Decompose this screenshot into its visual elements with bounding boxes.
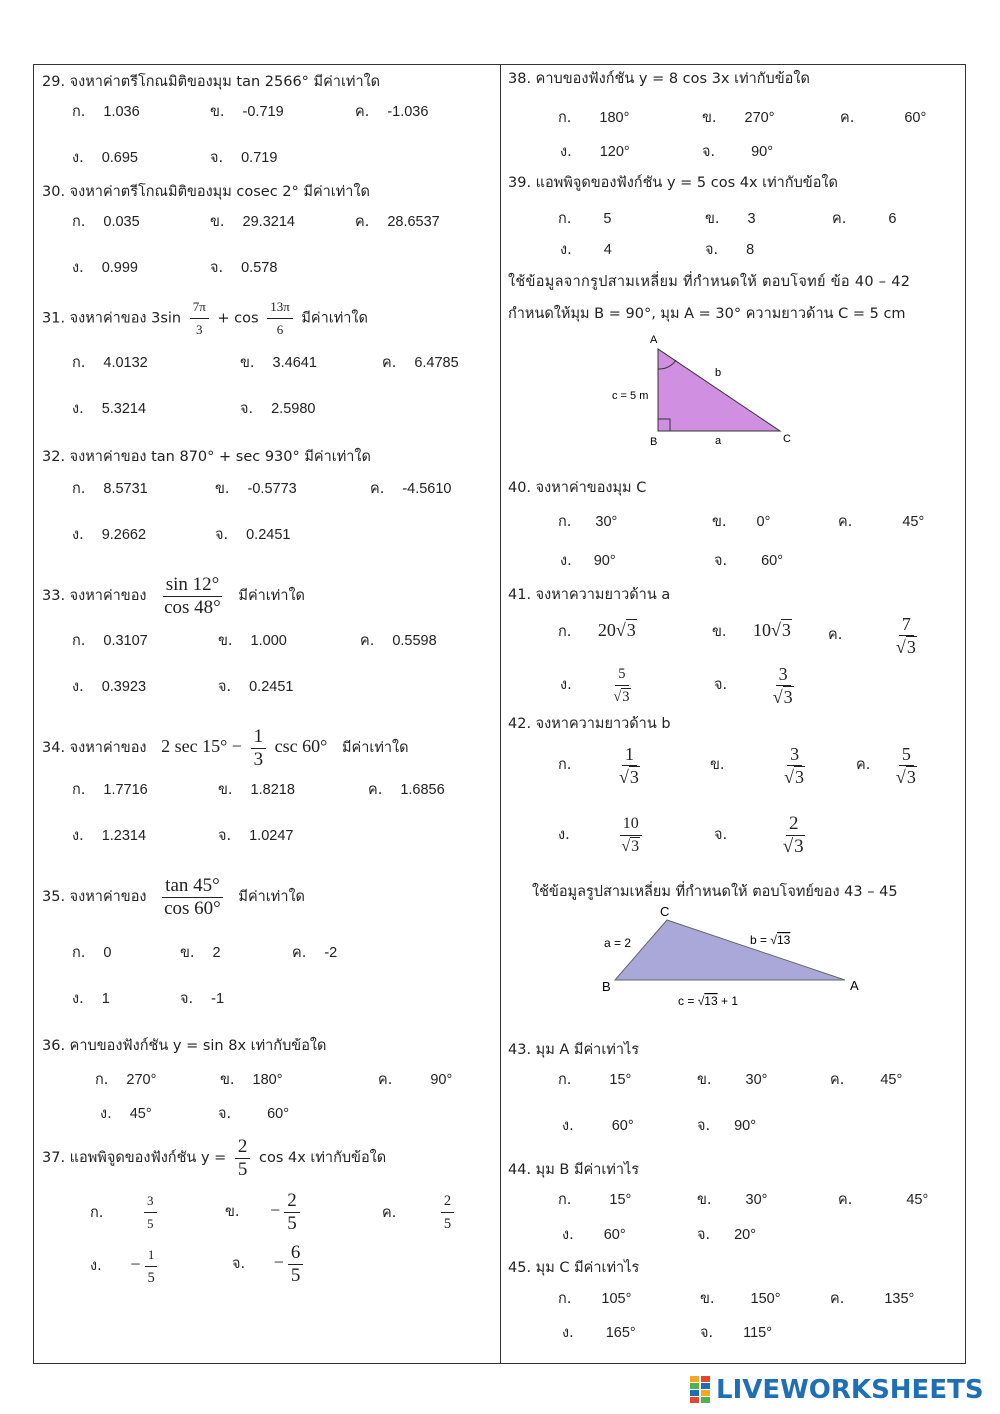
q33-fraction: $\frac{\sin 12^\circ}{\cos 48^\circ}$	[164, 573, 221, 618]
q30-option-c[interactable]: ค. 28.6537	[355, 214, 440, 230]
triangle-2-shape	[615, 920, 845, 980]
q33-option-c[interactable]: ค. 0.5598	[360, 633, 437, 649]
triangle-diagram-1	[600, 330, 810, 452]
q43-option-e[interactable]: จ. 90°	[697, 1118, 757, 1134]
info-40-42-line1: ใช้ข้อมูลจากรูปสามเหลี่ยม ที่กำหนดให้ ตอบโจทย์ ข้อ 40 – 42	[508, 274, 911, 290]
q43-option-a[interactable]: ก. 15°	[558, 1072, 632, 1088]
q34-option-d[interactable]: ง. 1.2314	[72, 828, 147, 844]
q33-option-e[interactable]: จ. 0.2451	[218, 679, 294, 695]
column-divider	[500, 64, 501, 1364]
q35-option-d[interactable]: ง. 1	[72, 991, 110, 1007]
q36-option-e[interactable]: จ. 60°	[218, 1106, 290, 1122]
q42-option-c[interactable]: ค. $\frac{5}{√3}$	[856, 743, 916, 787]
question-33: 33. จงหาค่าของ $\frac{\sin 12^\circ}{\cos 48^\circ}$ มีค่าเท่าใด	[42, 573, 305, 618]
q32-option-b[interactable]: ข. -0.5773	[215, 481, 297, 497]
info-40-42-line2: กำหนดให้มุม B = 90°, มุม A = 30° ความยาวด้าน C = 5 cm	[508, 306, 906, 322]
triangle-2-label-b: b = √13	[750, 933, 791, 947]
triangle-2-label-B: B	[602, 979, 611, 994]
q35-option-e[interactable]: จ. -1	[180, 991, 225, 1007]
q34-option-b[interactable]: ข. 1.8218	[218, 782, 295, 798]
q31-option-b[interactable]: ข. 3.4641	[240, 355, 317, 371]
q29-option-c[interactable]: ค. -1.036	[355, 104, 429, 120]
triangle-1-label-b: b	[715, 367, 722, 379]
q31-fraction-1: $\frac{7\pi}{3}$	[190, 296, 209, 341]
q42-option-e[interactable]: จ. $\frac{2}{√3}$	[714, 812, 804, 857]
q38-option-b[interactable]: ข. 270°	[702, 110, 775, 126]
q40-option-c[interactable]: ค. 45°	[838, 514, 925, 530]
q35-option-a[interactable]: ก. 0	[72, 945, 112, 961]
question-31: 31. จงหาค่าของ 3sin $\frac{7\pi}{3}$ + cos $\frac{13\pi}{6}$ มีค่าเท่าใด	[42, 296, 368, 341]
q31-option-c[interactable]: ค. 6.4785	[382, 355, 459, 371]
q38-option-a[interactable]: ก. 180°	[558, 110, 630, 126]
info-43-45: ใช้ข้อมูลรูปสามเหลี่ยม ที่กำหนดให้ ตอบโจทย์ของ 43 – 45	[532, 884, 898, 900]
question-42: 42. จงหาความยาวด้าน b	[508, 716, 671, 732]
q39-option-c[interactable]: ค. 6	[832, 211, 897, 227]
q33-option-b[interactable]: ข. 1.000	[218, 633, 287, 649]
q31-option-e[interactable]: จ. 2.5980	[240, 401, 316, 417]
q44-option-a[interactable]: ก. 15°	[558, 1192, 632, 1208]
triangle-1-label-a: a	[715, 435, 722, 447]
question-37: 37. แอพพิจูดของฟังก์ชัน y = $\frac{2}{5}$ cos 4x เท่ากับข้อใด	[42, 1135, 387, 1180]
q43-option-c[interactable]: ค. 45°	[830, 1072, 903, 1088]
q31-option-d[interactable]: ง. 5.3214	[72, 401, 147, 417]
question-38: 38. คาบของฟังก์ชัน y = 8 cos 3x เท่ากับข้อใด	[508, 71, 810, 87]
question-40: 40. จงหาค่าของมุม C	[508, 480, 647, 496]
question-32: 32. จงหาค่าของ tan 870° + sec 930° มีค่าเท่าใด	[42, 449, 371, 465]
q29-option-e[interactable]: จ. 0.719	[210, 150, 278, 166]
question-39: 39. แอพพิจูดของฟังก์ชัน y = 5 cos 4x เท่ากับข้อใด	[508, 175, 838, 191]
q34-fraction: $\frac{1}{3}$	[251, 726, 267, 771]
q33-option-d[interactable]: ง. 0.3923	[72, 679, 147, 695]
q44-option-b[interactable]: ข. 30°	[697, 1192, 768, 1208]
q38-option-d[interactable]: ง. 120°	[560, 144, 630, 160]
triangle-2-label-a: a = 2	[604, 936, 632, 950]
q37-fraction: $\frac{2}{5}$	[235, 1136, 251, 1181]
q35-option-c[interactable]: ค. -2	[292, 945, 338, 961]
liveworksheets-wordmark: LIVEWORKSHEETS	[716, 1375, 984, 1405]
q30-option-e[interactable]: จ. 0.578	[210, 260, 278, 276]
q40-option-a[interactable]: ก. 30°	[558, 514, 618, 530]
q37-option-e[interactable]: จ. − $\frac{6}{5}$	[232, 1238, 307, 1288]
liveworksheets-brand[interactable]	[690, 1373, 984, 1407]
q39-option-d[interactable]: ง. 4	[560, 242, 612, 258]
question-36: 36. คาบของฟังก์ชัน y = sin 8x เท่ากับข้อใด	[42, 1038, 327, 1054]
question-43: 43. มุม A มีค่าเท่าไร	[508, 1042, 640, 1058]
q45-option-e[interactable]: จ. 115°	[700, 1325, 773, 1341]
q39-option-e[interactable]: จ. 8	[705, 242, 755, 258]
q34-option-a[interactable]: ก. 1.7716	[72, 782, 148, 798]
q41-option-c[interactable]: ค. $\frac{7}{√3}$	[828, 613, 916, 657]
q31-option-a[interactable]: ก. 4.0132	[72, 355, 148, 371]
q37-option-b[interactable]: ข. − $\frac{2}{5}$	[225, 1186, 304, 1236]
q40-option-b[interactable]: ข. 0°	[712, 514, 771, 530]
q38-option-e[interactable]: จ. 90°	[702, 144, 774, 160]
q40-option-e[interactable]: จ. 60°	[714, 553, 784, 569]
q44-option-c[interactable]: ค. 45°	[838, 1192, 929, 1208]
q37-option-a[interactable]: ก. $\frac{3}{5}$	[90, 1190, 161, 1235]
q29-option-d[interactable]: ง. 0.695	[72, 150, 138, 166]
q35-option-b[interactable]: ข. 2	[180, 945, 221, 961]
question-45: 45. มุม C มีค่าเท่าไร	[508, 1260, 640, 1276]
q30-option-b[interactable]: ข. 29.3214	[210, 214, 295, 230]
q43-option-b[interactable]: ข. 30°	[697, 1072, 768, 1088]
q44-option-d[interactable]: ง. 60°	[562, 1227, 626, 1243]
triangle-2-label-C: C	[660, 904, 670, 919]
q36-option-c[interactable]: ค. 90°	[378, 1072, 453, 1088]
triangle-diagram-2	[590, 900, 880, 1015]
q45-option-b[interactable]: ข. 150°	[700, 1291, 781, 1307]
q32-option-c[interactable]: ค. -4.5610	[370, 481, 452, 497]
liveworksheets-logo-icon	[690, 1376, 710, 1404]
q30-option-a[interactable]: ก. 0.035	[72, 214, 140, 230]
q36-option-a[interactable]: ก. 270°	[95, 1072, 157, 1088]
triangle-1-label-A: A	[650, 334, 658, 346]
q45-option-a[interactable]: ก. 105°	[558, 1291, 632, 1307]
q41-option-a[interactable]: ก. 20√3	[558, 620, 636, 640]
triangle-2-label-A: A	[850, 978, 859, 993]
q31-fraction-2: $\frac{13\pi}{6}$	[267, 296, 293, 341]
q45-option-d[interactable]: ง. 165°	[562, 1325, 636, 1341]
q35-fraction: $\frac{\tan 45^\circ}{\cos 60^\circ}$	[164, 874, 221, 919]
q36-option-d[interactable]: ง. 45°	[100, 1106, 152, 1122]
q39-option-b[interactable]: ข. 3	[705, 211, 756, 227]
q38-option-c[interactable]: ค. 60°	[840, 110, 927, 126]
q41-option-b[interactable]: ข. 10√3	[712, 620, 791, 640]
q37-option-c[interactable]: ค. $\frac{2}{5}$	[382, 1190, 458, 1235]
q34-option-e[interactable]: จ. 1.0247	[218, 828, 294, 844]
triangle-1-shape	[658, 349, 780, 431]
question-29: 29. จงหาค่าตรีโกณมิติของมุม tan 2566° มีค่าเท่าใด	[42, 74, 381, 90]
q45-option-c[interactable]: ค. 135°	[830, 1291, 915, 1307]
question-44: 44. มุม B มีค่าเท่าไร	[508, 1162, 640, 1178]
q36-option-b[interactable]: ข. 180°	[220, 1072, 283, 1088]
question-34: 34. จงหาค่าของ 2 sec 15° − $\frac{1}{3}$ csc 60° มีค่าเท่าใด	[42, 725, 409, 770]
q41-option-d[interactable]: ง. $\frac{5}{√3}$	[560, 662, 638, 708]
q42-option-a[interactable]: ก. $\frac{1}{√3}$	[558, 743, 639, 787]
q39-option-a[interactable]: ก. 5	[558, 211, 612, 227]
q37-option-d[interactable]: ง. − $\frac{1}{5}$	[90, 1240, 162, 1290]
q42-option-d[interactable]: ง. $\frac{10}{√3}$	[558, 812, 647, 858]
question-41: 41. จงหาความยาวด้าน a	[508, 587, 671, 603]
triangle-1-label-c: c = 5 m	[612, 390, 649, 402]
q32-option-a[interactable]: ก. 8.5731	[72, 481, 148, 497]
question-35: 35. จงหาค่าของ $\frac{\tan 45^\circ}{\cos 60^\circ}$ มีค่าเท่าใด	[42, 874, 305, 919]
q29-option-b[interactable]: ข. -0.719	[210, 104, 284, 120]
triangle-2-label-c: c = √13 + 1	[678, 994, 738, 1008]
q32-option-e[interactable]: จ. 0.2451	[215, 527, 291, 543]
question-30: 30. จงหาค่าตรีโกณมิติของมุม cosec 2° มีค่าเท่าใด	[42, 184, 370, 200]
q30-option-d[interactable]: ง. 0.999	[72, 260, 138, 276]
triangle-1-label-B: B	[650, 436, 658, 448]
q34-option-c[interactable]: ค. 1.6856	[368, 782, 445, 798]
q32-option-d[interactable]: ง. 9.2662	[72, 527, 147, 543]
triangle-1-label-C: C	[783, 433, 791, 445]
q42-option-b[interactable]: ข. $\frac{3}{√3}$	[710, 743, 805, 787]
q29-option-a[interactable]: ก. 1.036	[72, 104, 140, 120]
q33-option-a[interactable]: ก. 0.3107	[72, 633, 148, 649]
q41-option-e[interactable]: จ. $\frac{3}{√3}$	[714, 663, 793, 707]
q44-option-e[interactable]: จ. 20°	[697, 1227, 757, 1243]
q43-option-d[interactable]: ง. 60°	[562, 1118, 634, 1134]
q40-option-d[interactable]: ง. 90°	[560, 553, 616, 569]
